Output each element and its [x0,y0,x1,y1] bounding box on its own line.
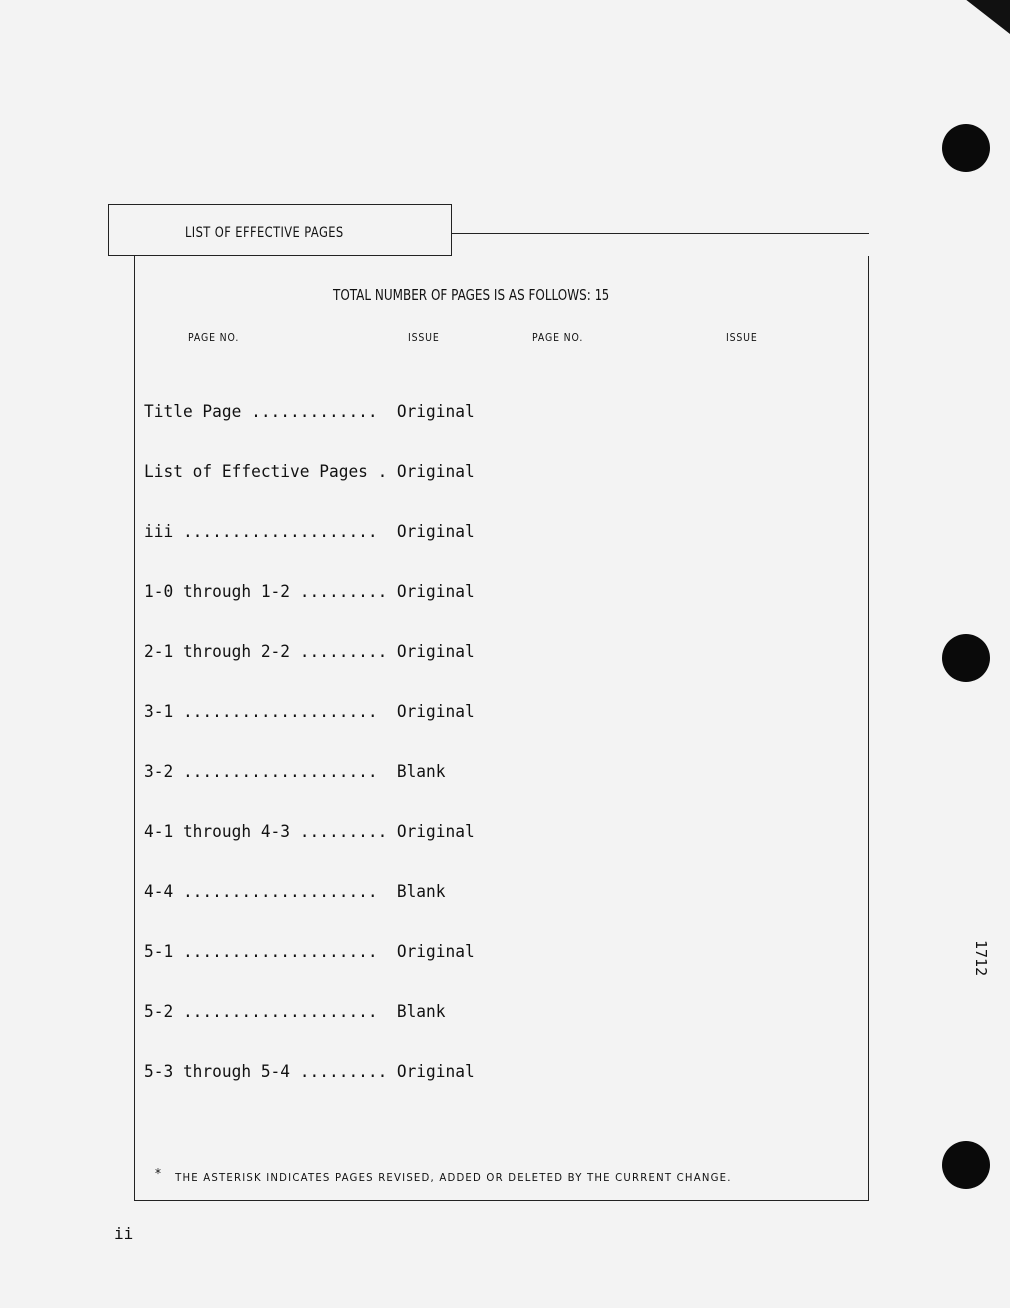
total-pages-line [333,286,609,304]
entry-issue: Original [396,402,475,421]
entry-issue: Original [396,462,475,481]
punch-hole-bottom [942,1141,990,1189]
entry-issue: Original [396,822,475,841]
entry-issue: Original [396,1062,475,1081]
page-title: LIST OF EFFECTIVE PAGES [185,225,344,241]
entry-page: List of Effective Pages . [144,462,388,481]
list-item [144,402,475,422]
entry-page: 3-2 .................... [144,762,378,781]
entry-issue: Blank [396,882,446,901]
entry-page: 3-1 .................... [144,702,378,721]
list-item [144,762,446,782]
entry-page: 4-1 through 4-3 ......... [144,822,388,841]
punch-hole-top [942,124,990,172]
entry-issue: Original [396,582,475,601]
list-item [144,1062,475,1082]
entry-page: Title Page ............. [144,402,378,421]
entry-issue: Original [396,702,475,721]
list-item [144,642,475,662]
column-header-issue-2: ISSUE [726,331,758,344]
page-number: ii [114,1224,134,1243]
entry-issue: Blank [396,762,446,781]
entry-page: 4-4 .................... [144,882,378,901]
page-frame [134,256,869,1201]
footnote-text: THE ASTERISK INDICATES PAGES REVISED, ADDED OR DELETED BY THE CURRENT CHANGE. [175,1171,732,1184]
entry-issue: Original [396,942,475,961]
footnote [155,1167,732,1185]
entry-page: 5-1 .................... [144,942,378,961]
header-rule [452,233,869,234]
list-item [144,1002,446,1022]
entry-issue: Original [396,522,475,541]
corner-tab-mark [950,0,1010,34]
entry-page: 1-0 through 1-2 ......... [144,582,388,601]
entry-issue: Original [396,642,475,661]
list-item [144,522,475,542]
footnote-asterisk: * [155,1167,163,1182]
title-box [108,204,452,256]
list-item [144,462,475,482]
entry-page: iii .................... [144,522,378,541]
list-item [144,822,475,842]
total-pages-count: 15 [594,286,610,304]
column-header-page-no-2: PAGE NO. [532,331,584,344]
column-header-issue-1: ISSUE [408,331,440,344]
list-item [144,702,475,722]
punch-hole-middle [942,634,990,682]
total-pages-label: TOTAL NUMBER OF PAGES IS AS FOLLOWS: [333,286,591,304]
list-item [144,942,475,962]
side-reference-number: 1712 [972,940,990,977]
entry-issue: Blank [396,1002,446,1021]
entry-page: 2-1 through 2-2 ......... [144,642,388,661]
entry-page: 5-2 .................... [144,1002,378,1021]
column-header-page-no-1: PAGE NO. [188,331,240,344]
list-item [144,582,475,602]
entry-page: 5-3 through 5-4 ......... [144,1062,388,1081]
list-item [144,882,446,902]
effective-pages-list [144,362,475,1102]
